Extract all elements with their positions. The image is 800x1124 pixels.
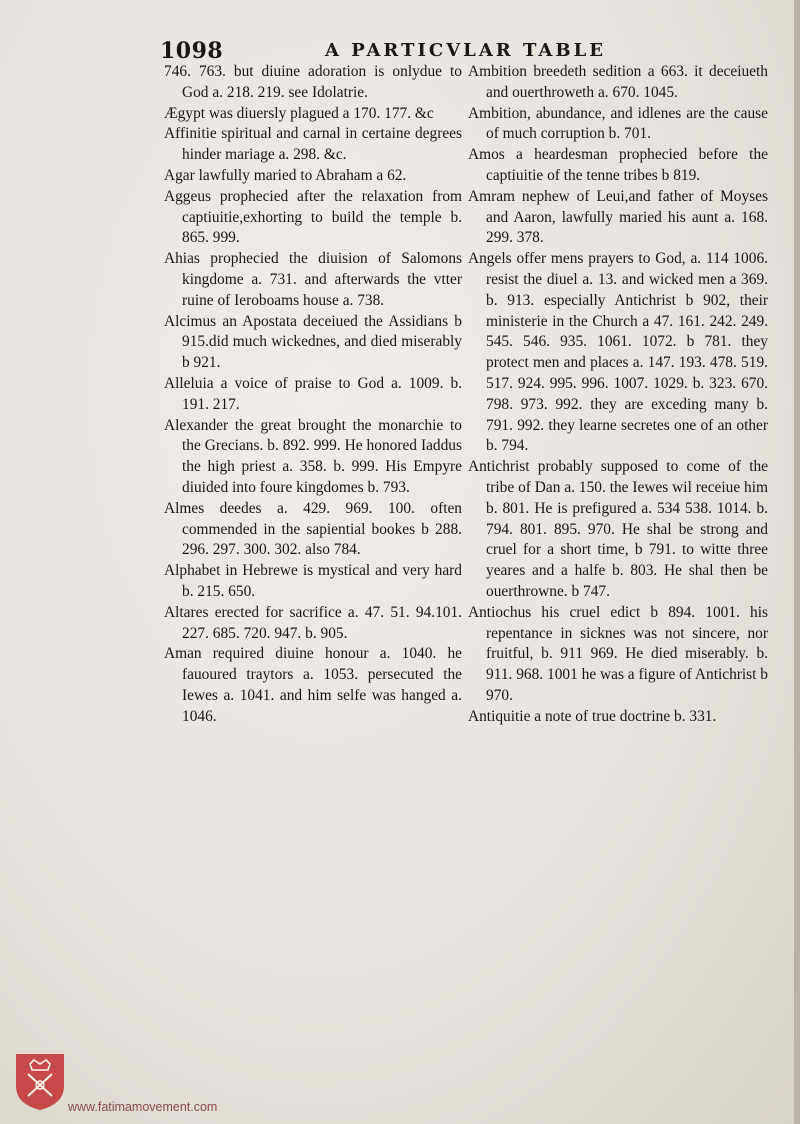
index-entry: Amos a heardesman prophecied before the captiuitie of the tenne tribes b 819. [468,146,768,184]
page-edge-shadow [794,0,800,1124]
index-entry: Amram nephew of Leui,and father of Moyses and Aaron, lawfully maried his aunt a. 168. 299. 378. [468,187,768,247]
website-link[interactable]: www.fatimamovement.com [68,1100,218,1114]
shield-shape [16,1054,64,1110]
index-entry: Alexander the great brought the monarchie to the Grecians. b. 892. 999. He honored Iaddus the high priest a. 358. b. 999. His Empyre diuided into foure kingdomes b. 793. [164,416,462,496]
index-entry: Alleluia a voice of praise to God a. 1009. b. 191. 217. [164,374,462,413]
running-title: A PARTICVLAR TABLE [325,40,606,61]
index-entry: Ambition, abundance, and idlenes are the cause of much corruption b. 701. [468,104,768,143]
index-entry: Agar lawfully maried to Abraham a 62. [164,166,407,184]
index-entry: Alcimus an Apostata deceiued the Assidians b 915.did much wickednes, and died miserably b 921. [164,312,462,372]
index-entry: Antichrist probably supposed to come of the tribe of Dan a. 150. the Iewes wil receiue him b. 801. He is prefigured a. 534 538. 1014. b. 794. 801. 895. 970. He shal be strong and cruel for a short time, b 791. to witte three yeares and a halfe b. 803. He shal then be ouerthrowne. b 747. [468,458,768,600]
papal-crest-logo [14,1052,66,1112]
page-header [160,38,620,64]
index-column-left [164,62,462,728]
index-entry: Ahias prophecied the diuision of Salomons kingdome a. 731. and afterwards the vtter ruine of Ieroboams house a. 738. [164,250,462,309]
index-entry: 746. 763. but diuine adoration is onlydue to God a. 218. 219. see Idolatrie. [164,63,462,101]
index-entry: Ambition breedeth sedition a 663. it deceiueth and ouerthroweth a. 670. 1045. [468,63,768,101]
page-number: 1098 [160,38,224,64]
index-column-right [468,62,768,728]
index-entry: Aggeus prophecied after the relaxation from captiuitie,exhorting to build the temple b. 865. 999. [164,187,462,247]
index-entry: Angels offer mens prayers to God, a. 114 1006. resist the diuel a. 13. and wicked men a 369. b. 913. especially Antichrist b 902, their ministerie in the Church a 47. 161. 242. 249. 545. 546. 935. 1061. 1072. b 781. they protect men and places a. 147. 193. 478. 519. 517. 924. 995. 996. 1007. 1029. b. 323. 670. 798. 973. 992. they are exceding many b. 791. 992. they learne secretes one of an other b. 794. [468,250,768,455]
index-entry: Antiquitie a note of true doctrine b. 331. [468,707,717,725]
index-entry: Aman required diuine honour a. 1040. he fauoured traytors a. 1053. persecuted the Iewes a. 1041. and him selfe was hanged a. 1046. [164,645,462,725]
index-entry: Alphabet in Hebrewe is mystical and very hard b. 215. 650. [164,562,462,600]
index-entry: Almes deedes a. 429. 969. 100. often commended in the sapiential bookes b 288. 296. 297. 300. 302. also 784. [164,499,462,559]
index-entry: Ægypt was diuersly plagued a 170. 177. &c [164,104,434,122]
index-entry: Antiochus his cruel edict b 894. 1001. his repentance in sicknes was not sincere, nor fruitful, b. 911 969. He died miserably. b. 911. 968. 1001 he was a figure of Antichrist b 970. [468,603,768,704]
index-entry: Altares erected for sacrifice a. 47. 51. 94.101. 227. 685. 720. 947. b. 905. [164,603,462,642]
index-entry: Affinitie spiritual and carnal in certaine degrees hinder mariage a. 298. &c. [164,125,462,164]
